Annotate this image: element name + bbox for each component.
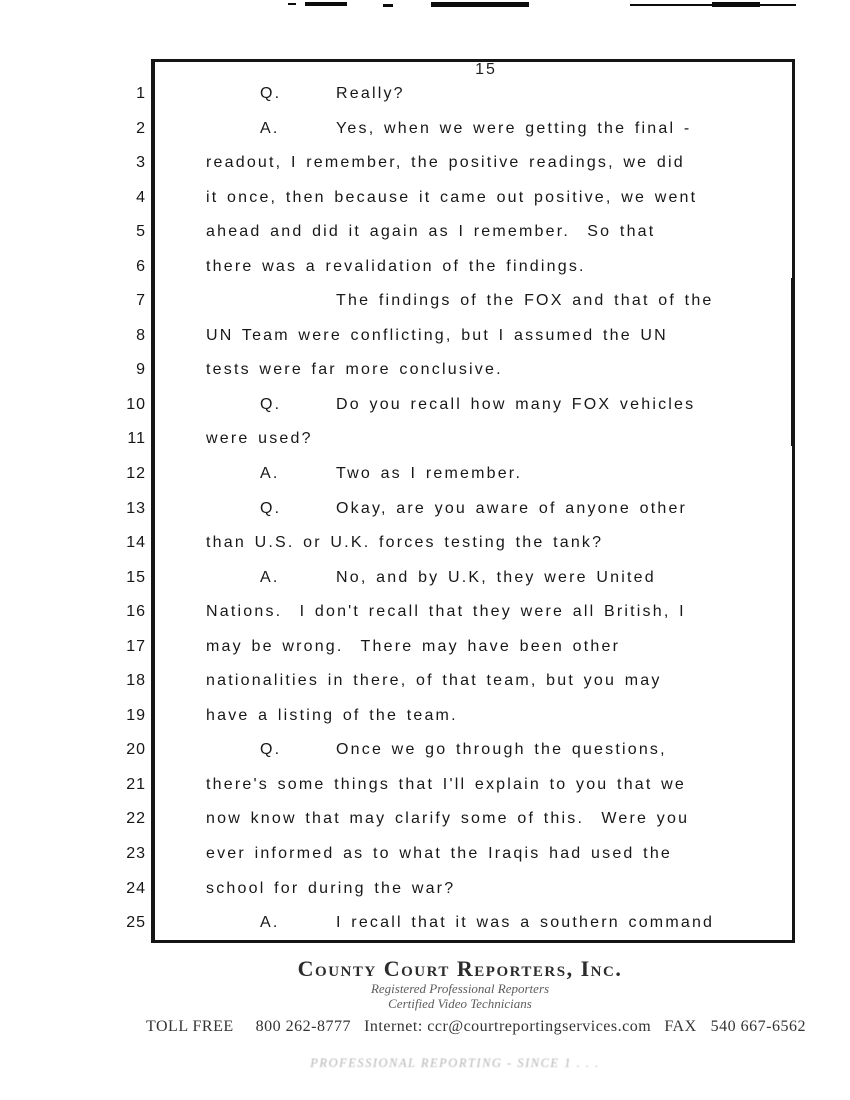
transcript-line xyxy=(0,85,850,120)
speaker-label: Q. xyxy=(260,395,282,413)
speaker-label: A. xyxy=(260,119,280,137)
line-number: 15 xyxy=(126,568,146,586)
transcript-line xyxy=(0,258,850,293)
line-text: UN Team were conflicting, but I assumed the UN xyxy=(206,326,668,344)
toll-free-number: 800 262-8777 xyxy=(255,1018,351,1035)
line-text: it once, then because it came out positive, we went xyxy=(206,188,698,206)
line-text: ever informed as to what the Iraqis had used the xyxy=(206,845,673,863)
fax-contact xyxy=(664,1018,806,1036)
speaker-label: Q. xyxy=(260,85,282,102)
transcript-line xyxy=(0,741,850,776)
line-number: 3 xyxy=(136,154,146,172)
line-number: 17 xyxy=(126,637,146,655)
line-number: 16 xyxy=(126,603,146,621)
transcript-line xyxy=(0,223,850,258)
line-number: 19 xyxy=(126,706,146,724)
transcript-line xyxy=(0,845,850,880)
line-number: 18 xyxy=(126,672,146,690)
footer-contact-row xyxy=(146,1018,806,1036)
line-text: there was a revalidation of the findings. xyxy=(206,257,586,275)
line-number: 22 xyxy=(126,810,146,828)
scan-artifact xyxy=(288,3,296,5)
footer xyxy=(60,956,850,1011)
reporter-company-name: County Court Reporters, Inc. xyxy=(297,956,623,981)
transcript-line xyxy=(0,430,850,465)
transcript-line xyxy=(0,361,850,396)
line-number: 4 xyxy=(136,188,146,206)
line-text: were used? xyxy=(206,430,313,448)
fax-number: 540 667-6562 xyxy=(710,1018,806,1035)
internet-contact xyxy=(364,1018,651,1036)
line-text: Do you recall how many FOX vehicles xyxy=(336,395,696,413)
transcript-line xyxy=(0,154,850,189)
transcript-line xyxy=(0,707,850,742)
line-text: than U.S. or U.K. forces testing the tank? xyxy=(206,534,604,552)
transcript-line xyxy=(0,638,850,673)
transcript-line xyxy=(0,500,850,535)
line-number: 2 xyxy=(136,119,146,137)
line-number: 11 xyxy=(127,430,146,448)
transcript-line xyxy=(0,603,850,638)
fax-label: FAX xyxy=(664,1018,697,1035)
line-number: 8 xyxy=(136,326,146,344)
transcript-line xyxy=(0,810,850,845)
line-number: 25 xyxy=(126,914,146,932)
line-number: 13 xyxy=(126,499,146,517)
line-number: 10 xyxy=(126,395,146,413)
transcript-line xyxy=(0,880,850,915)
transcript-line xyxy=(0,914,850,949)
page-number: 15 xyxy=(475,61,497,78)
line-number: 7 xyxy=(136,292,146,310)
line-text: may be wrong. There may have been other xyxy=(206,637,621,655)
line-number: 6 xyxy=(136,257,146,275)
line-number: 24 xyxy=(126,879,146,897)
transcript-line xyxy=(0,569,850,604)
transcript-lines xyxy=(0,85,850,949)
line-text: nationalities in there, of that team, but you may xyxy=(206,672,662,690)
line-text: Really? xyxy=(336,85,405,102)
speaker-label: A. xyxy=(260,465,280,483)
footer-watermark: PROFESSIONAL REPORTING - SINCE 1 . . . xyxy=(310,1056,600,1070)
line-text: ahead and did it again as I remember. So that xyxy=(206,223,656,241)
line-text: Yes, when we were getting the final - xyxy=(336,119,692,137)
line-number: 21 xyxy=(126,775,146,793)
transcript-line xyxy=(0,120,850,155)
line-text: Okay, are you aware of anyone other xyxy=(336,499,688,517)
speaker-label: A. xyxy=(260,568,280,586)
line-text: readout, I remember, the positive readings, we did xyxy=(206,154,685,172)
line-text: now know that may clarify some of this. Were you xyxy=(206,810,690,828)
line-number: 5 xyxy=(136,223,146,241)
line-text: No, and by U.K, they were United xyxy=(336,568,656,586)
line-number: 1 xyxy=(136,85,146,102)
transcript-line xyxy=(0,396,850,431)
line-text: I recall that it was a southern command xyxy=(336,914,715,932)
line-text: The findings of the FOX and that of the xyxy=(336,292,714,310)
line-text: have a listing of the team. xyxy=(206,706,458,724)
line-number: 9 xyxy=(136,361,146,379)
scan-artifact xyxy=(712,2,760,7)
transcript-line xyxy=(0,776,850,811)
transcript-line xyxy=(0,327,850,362)
toll-free-contact xyxy=(146,1018,351,1036)
footer-tagline-2: Certified Video Technicians xyxy=(388,995,532,1011)
internet-label: Internet: xyxy=(364,1018,423,1035)
scan-artifact xyxy=(383,4,393,7)
line-number: 20 xyxy=(126,741,146,759)
line-text: there's some things that I'll explain to you that we xyxy=(206,775,687,793)
transcript-line xyxy=(0,672,850,707)
scan-artifact xyxy=(431,2,529,7)
transcript-line xyxy=(0,189,850,224)
line-number: 23 xyxy=(126,845,146,863)
transcript-line xyxy=(0,534,850,569)
line-text: Two as I remember. xyxy=(336,465,523,483)
speaker-label: Q. xyxy=(260,741,282,759)
line-text: school for during the war? xyxy=(206,879,456,897)
line-number: 14 xyxy=(126,534,146,552)
line-number: 12 xyxy=(126,465,146,483)
email-address: ccr@courtreportingservices.com xyxy=(427,1018,652,1035)
line-text: tests were far more conclusive. xyxy=(206,361,503,379)
speaker-label: Q. xyxy=(260,499,282,517)
toll-free-label: TOLL FREE xyxy=(146,1018,234,1035)
scan-artifact xyxy=(305,2,347,6)
transcript-line xyxy=(0,292,850,327)
line-text: Once we go through the questions, xyxy=(336,741,667,759)
transcript-line xyxy=(0,465,850,500)
speaker-label: A. xyxy=(260,914,280,932)
footer-tagline-1: Registered Professional Reporters xyxy=(370,981,550,996)
line-text: Nations. I don't recall that they were all British, I xyxy=(206,603,686,621)
